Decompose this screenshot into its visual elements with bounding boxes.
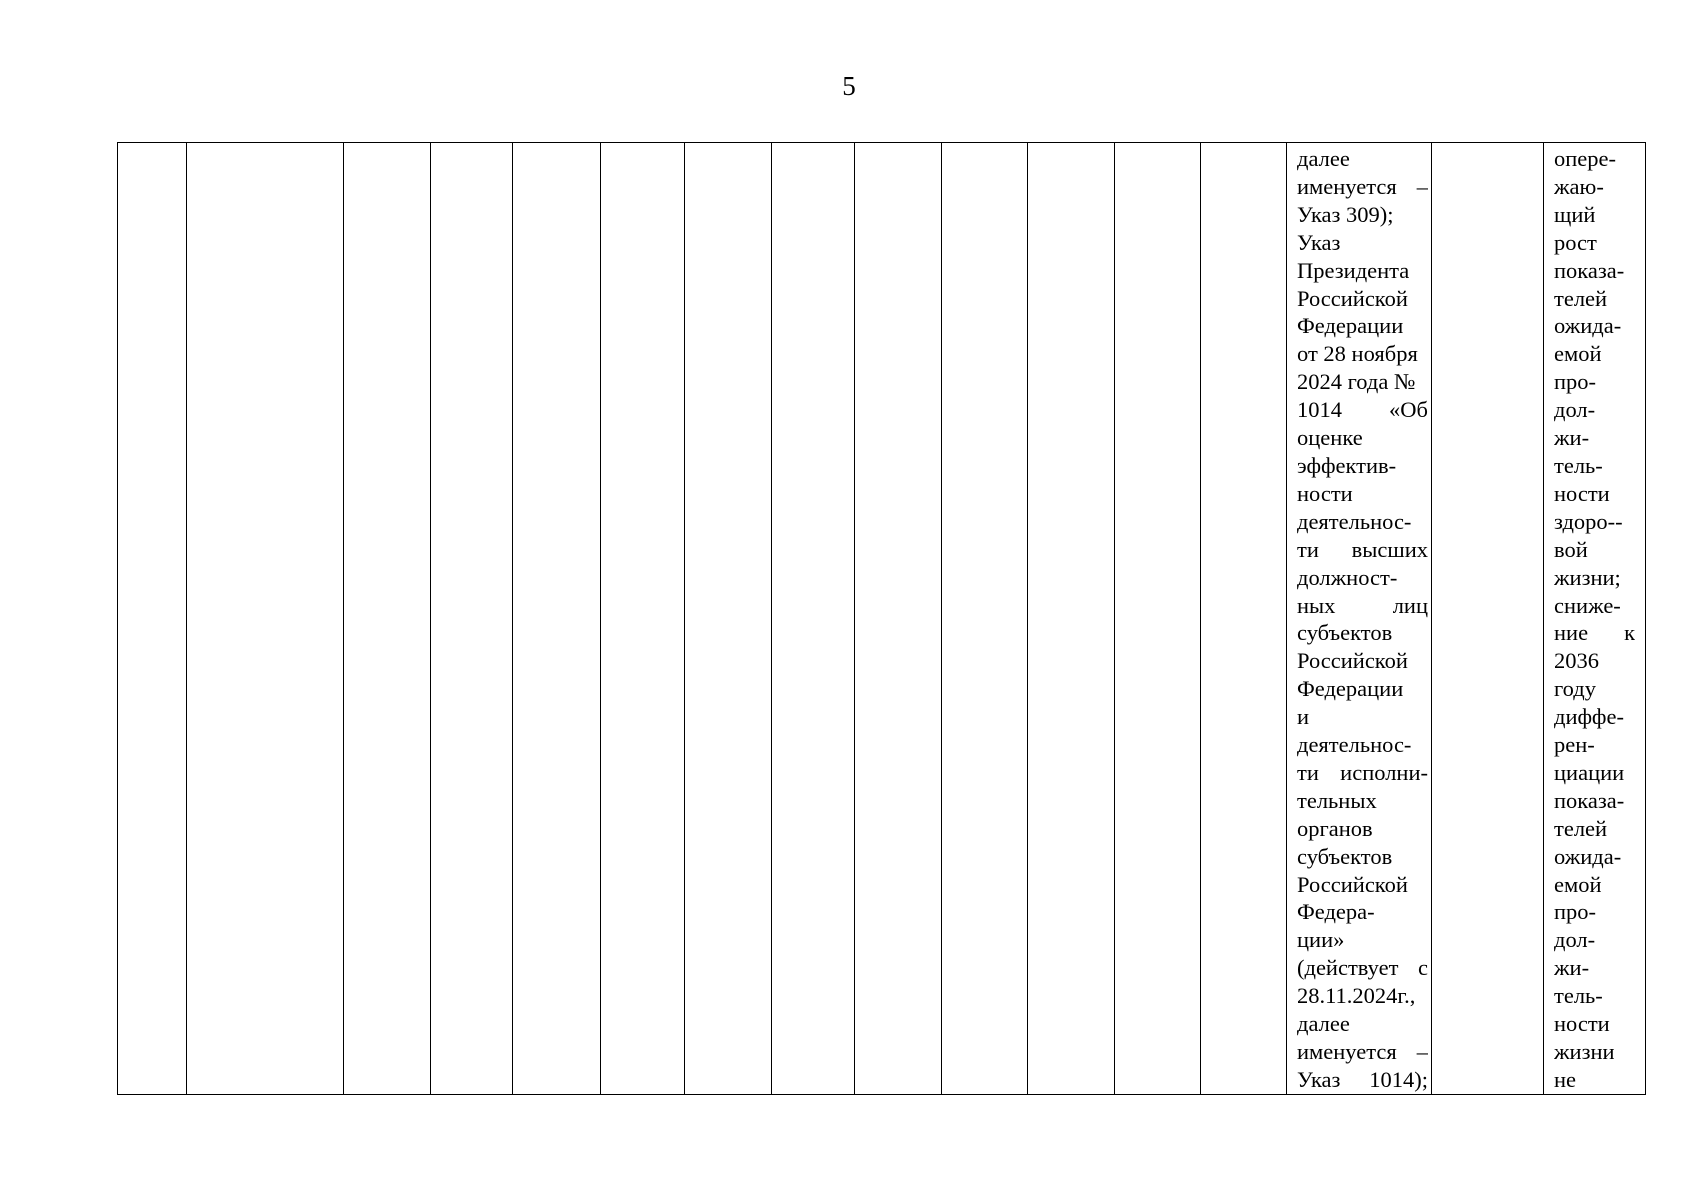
goal-text bbox=[1554, 145, 1635, 1094]
goal-line: ности bbox=[1554, 480, 1610, 506]
legal-basis-line: деятельнос- bbox=[1297, 508, 1412, 534]
legal-basis-line: органов bbox=[1297, 815, 1373, 841]
goal-line: жи- bbox=[1554, 955, 1590, 981]
legal-basis-line: (действует с bbox=[1297, 955, 1428, 981]
legal-basis-line: именуется – bbox=[1297, 173, 1428, 199]
continuation-table bbox=[117, 142, 1646, 1095]
table-cell-10 bbox=[942, 143, 1028, 1095]
table-cell-5 bbox=[513, 143, 601, 1095]
goal-cell bbox=[1544, 143, 1646, 1095]
legal-basis-line: должност- bbox=[1297, 564, 1398, 590]
table-cell-8 bbox=[772, 143, 855, 1095]
goal-line: жизни; bbox=[1554, 564, 1621, 590]
legal-basis-cell bbox=[1287, 143, 1432, 1095]
legal-basis-line: именуется – bbox=[1297, 1039, 1428, 1064]
legal-basis-line: деятельнос- bbox=[1297, 732, 1412, 758]
goal-line: показа- bbox=[1554, 787, 1625, 813]
goal-line: рен- bbox=[1554, 732, 1595, 758]
goal-line: здоро-- bbox=[1554, 508, 1623, 534]
goal-line: ожида- bbox=[1554, 313, 1622, 339]
legal-basis-line: Федерации bbox=[1297, 676, 1404, 702]
page-number: 5 bbox=[842, 71, 856, 101]
legal-basis-line: ции» bbox=[1297, 927, 1345, 953]
legal-basis-line: Указ 309); bbox=[1297, 201, 1394, 227]
table-cell-6 bbox=[601, 143, 685, 1095]
legal-basis-line: ти исполни- bbox=[1297, 759, 1428, 785]
legal-basis-line: Российской bbox=[1297, 648, 1408, 674]
table-cell-2 bbox=[187, 143, 344, 1095]
goal-line: емой bbox=[1554, 341, 1602, 367]
goal-line: диффе- bbox=[1554, 704, 1624, 730]
table-cell-1 bbox=[118, 143, 187, 1095]
table-cell-11 bbox=[1028, 143, 1115, 1095]
legal-basis-line: Президента bbox=[1297, 257, 1410, 283]
legal-basis-line: субъектов bbox=[1297, 843, 1393, 869]
goal-line: телей bbox=[1554, 285, 1608, 311]
goal-line: дол- bbox=[1554, 397, 1596, 423]
goal-line: емой bbox=[1554, 871, 1602, 897]
legal-basis-line: ных лиц bbox=[1297, 592, 1428, 618]
goal-line: жаю- bbox=[1554, 173, 1604, 199]
table-cell-7 bbox=[685, 143, 772, 1095]
goal-line: жизни bbox=[1554, 1039, 1615, 1064]
legal-basis-line: 1014 «Об bbox=[1297, 397, 1428, 423]
legal-basis-line: далее bbox=[1297, 146, 1350, 171]
legal-basis-line: эффектив- bbox=[1297, 452, 1397, 478]
legal-basis-line: Указ 1014); bbox=[1297, 1066, 1428, 1092]
goal-line: сниже- bbox=[1554, 592, 1621, 618]
legal-basis-line: далее bbox=[1297, 1011, 1350, 1037]
legal-basis-line: от 28 ноября bbox=[1297, 341, 1418, 367]
goal-line: ожида- bbox=[1554, 843, 1622, 869]
goal-line: про- bbox=[1554, 369, 1597, 395]
goal-line: рост bbox=[1554, 229, 1597, 255]
legal-basis-line: и bbox=[1297, 704, 1310, 730]
goal-line: про- bbox=[1554, 899, 1597, 925]
legal-basis-line: ти высших bbox=[1297, 536, 1428, 562]
legal-basis-text bbox=[1297, 145, 1428, 1094]
legal-basis-line: Указ bbox=[1297, 229, 1341, 255]
legal-basis-line: тельных bbox=[1297, 787, 1377, 813]
legal-basis-line: субъектов bbox=[1297, 620, 1393, 646]
goal-line: жи- bbox=[1554, 425, 1590, 451]
table-cell-15 bbox=[1432, 143, 1544, 1095]
goal-line: вой bbox=[1554, 536, 1588, 562]
legal-basis-line: Российской bbox=[1297, 871, 1408, 897]
table-cell-9 bbox=[855, 143, 942, 1095]
goal-line: 2036 bbox=[1554, 648, 1599, 674]
table-row bbox=[118, 143, 1646, 1095]
goal-line: тель- bbox=[1554, 452, 1603, 478]
goal-line: циации bbox=[1554, 759, 1625, 785]
legal-basis-line: Федерации bbox=[1297, 313, 1404, 339]
legal-basis-line: 28.11.2024г., bbox=[1297, 983, 1416, 1009]
legal-basis-line: 2024 года № bbox=[1297, 369, 1416, 395]
table-cell-13 bbox=[1201, 143, 1287, 1095]
legal-basis-line: Российской bbox=[1297, 285, 1408, 311]
table-cell-4 bbox=[431, 143, 513, 1095]
table-cell-12 bbox=[1115, 143, 1201, 1095]
goal-line: опере- bbox=[1554, 146, 1617, 171]
goal-line: ние к bbox=[1554, 620, 1635, 646]
legal-basis-line: Федера- bbox=[1297, 899, 1375, 925]
goal-line: не bbox=[1554, 1066, 1577, 1092]
legal-basis-line: ности bbox=[1297, 480, 1353, 506]
goal-line: телей bbox=[1554, 815, 1608, 841]
table-cell-3 bbox=[344, 143, 431, 1095]
goal-line: ности bbox=[1554, 1011, 1610, 1037]
goal-line: году bbox=[1554, 676, 1596, 702]
legal-basis-line: оценке bbox=[1297, 425, 1363, 451]
goal-line: тель- bbox=[1554, 983, 1603, 1009]
goal-line: показа- bbox=[1554, 257, 1625, 283]
goal-line: дол- bbox=[1554, 927, 1596, 953]
goal-line: щий bbox=[1554, 201, 1596, 227]
